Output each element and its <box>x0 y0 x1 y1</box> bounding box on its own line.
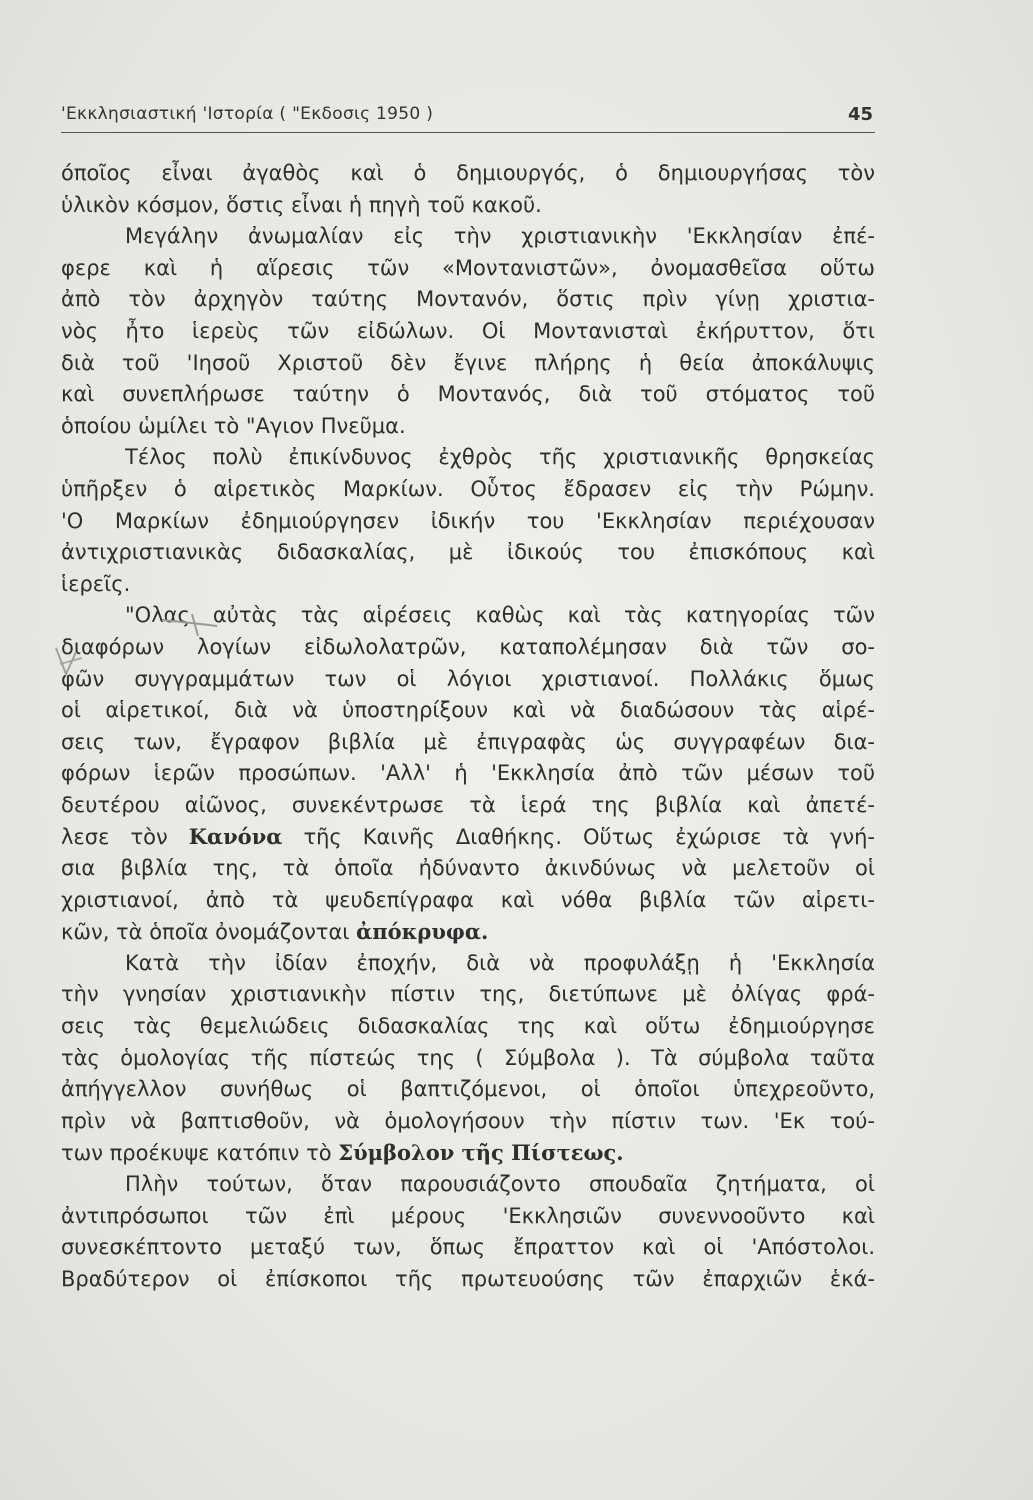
text-line: "Ολας αὐτὰς τὰς αἱρέσεις καθὼς καὶ τὰς κατηγορίας τῶν <box>125 603 875 628</box>
text-line: σεις των, ἔγραφον βιβλία μὲ ἐπιγραφὰς ὡς συγγραφέων δια- <box>61 729 875 754</box>
bold-term: Κανόνα <box>188 824 283 850</box>
line-text: των προέκυψε κατόπιν τὸ <box>61 1141 339 1166</box>
text-line: Μεγάλην ἀνωμαλίαν εἰς τὴν χριστιανικὴν 'Εκκλησίαν ἐπέ- <box>125 224 875 249</box>
text-line <box>61 916 875 948</box>
text-line: 'Ο Μαρκίων ἐδημιούργησεν ἰδικήν του 'Εκκλησίαν περιέχουσαν <box>61 508 875 533</box>
text-line: διαφόρων λογίων εἰδωλολατρῶν, καταπολέμησαν διὰ τῶν σο- <box>61 634 875 659</box>
line-text: κῶν, τὰ ὁποῖα ὀνομάζονται <box>61 920 357 945</box>
text-line: φερε καὶ ἡ αἵρεσις τῶν «Μοντανιστῶν», ὀνομασθεῖσα οὕτω <box>61 255 875 280</box>
text-line: πρὶν νὰ βαπτισθοῦν, νὰ ὁμολογήσουν τὴν πίστιν των. 'Εκ τού- <box>61 1108 875 1133</box>
text-line: τὰς ὁμολογίας τῆς πίστεώς της ( Σύμβολα ). Τὰ σύμβολα ταῦτα <box>61 1045 875 1070</box>
text-line: ὁποίου ὡμίλει τὸ "Αγιον Πνεῦμα. <box>61 413 406 438</box>
bold-term: ἀπόκρυφα. <box>356 919 489 945</box>
page-header <box>61 100 875 133</box>
text-line: χριστιανοί, ἀπὸ τὰ ψευδεπίγραφα καὶ νόθα βιβλία τῶν αἱρετι- <box>61 887 875 912</box>
body-text <box>61 158 875 1295</box>
page-number: 45 <box>847 104 873 125</box>
text-line: τὴν γνησίαν χριστιανικὴν πίστιν της, διετύπωνε μὲ ὀλίγας φρά- <box>61 982 875 1007</box>
text-line: ὑλικὸν κόσμον, ὅστις εἶναι ἡ πηγὴ τοῦ κακοῦ. <box>61 192 542 217</box>
text-line: καὶ συνεπλήρωσε ταύτην ὁ Μοντανός, διὰ τοῦ στόματος τοῦ <box>61 382 875 407</box>
text-line: ὑπῆρξεν ὁ αἱρετικὸς Μαρκίων. Οὗτος ἔδρασεν εἰς τὴν Ρώμην. <box>61 476 875 501</box>
bold-term: Σύμβολον τῆς Πίστεως. <box>338 1140 624 1166</box>
text-line: οἱ αἱρετικοί, διὰ νὰ ὑποστηρίξουν καὶ νὰ διαδώσουν τὰς αἱρέ- <box>61 698 875 723</box>
text-line: ἀντιπρόσωποι τῶν ἐπὶ μέρους 'Εκκλησιῶν συνεννοοῦντο καὶ <box>61 1203 875 1228</box>
text-line: συνεσκέπτοντο μεταξύ των, ὅπως ἔπραττον καὶ οἱ 'Απόστολοι. <box>61 1235 875 1260</box>
text-line: διὰ τοῦ 'Ιησοῦ Χριστοῦ δὲν ἔγινε πλήρης ἡ θεία ἀποκάλυψις <box>61 350 875 375</box>
text-line: φόρων ἱερῶν προσώπων. 'Αλλ' ἡ 'Εκκλησία ἀπὸ τῶν μέσων τοῦ <box>61 761 875 786</box>
text-line <box>61 1137 875 1169</box>
text-line: σεις τὰς θεμελιώδεις διδασκαλίας της καὶ οὕτω ἐδημιούργησε <box>61 1014 875 1039</box>
text-line: ἀπήγγελλον συνήθως οἱ βαπτιζόμενοι, οἱ ὁποῖοι ὑπεχρεοῦντο, <box>61 1077 875 1102</box>
text-line: ἱερεῖς. <box>61 571 131 596</box>
text-line: Κατὰ τὴν ἰδίαν ἐποχήν, διὰ νὰ προφυλάξῃ ἡ 'Εκκλησία <box>125 950 875 975</box>
text-line <box>61 821 875 853</box>
text-line: νὸς ἦτο ἱερεὺς τῶν εἰδώλων. Οἱ Μοντανισταὶ ἐκήρυττον, ὅτι <box>61 318 875 343</box>
text-line: φῶν συγγραμμάτων των οἱ λόγιοι χριστιανοί. Πολλάκις ὅμως <box>61 666 875 691</box>
text-line: Πλὴν τούτων, ὅταν παρουσιάζοντο σπουδαῖα ζητήματα, οἱ <box>125 1172 875 1196</box>
line-text: λεσε τὸν <box>61 825 189 850</box>
running-title: 'Εκκλησιαστική 'Ιστορία ( "Εκδοσις 1950 ) <box>61 104 434 124</box>
text-line: ἀπὸ τὸν ἀρχηγὸν ταύτης Μοντανόν, ὅστις πρὶν γίνῃ χριστια- <box>61 287 875 312</box>
text-line: σια βιβλία της, τὰ ὁποῖα ἠδύναντο ἀκινδύνως νὰ μελετοῦν οἱ <box>61 856 875 881</box>
text-line: Βραδύτερον οἱ ἐπίσκοποι τῆς πρωτευούσης τῶν ἐπαρχιῶν ἑκά- <box>61 1266 875 1291</box>
text-line: ἀντιχριστιανικὰς διδασκαλίας, μὲ ἰδικούς του ἐπισκόπους καὶ <box>61 540 875 565</box>
text-line: Τέλος πολὺ ἐπικίνδυνος ἐχθρὸς τῆς χριστιανικῆς θρησκείας <box>125 445 875 470</box>
text-line: όποῖος εἶναι ἀγαθὸς καὶ ὁ δημιουργός, ὁ δημιουργήσας τὸν <box>61 161 875 185</box>
line-text: τῆς Καινῆς Διαθήκης. Οὕτως ἐχώρισε τὰ γνή- <box>282 825 875 850</box>
text-line: δευτέρου αἰῶνος, συνεκέντρωσε τὰ ἱερά της βιβλία καὶ ἀπετέ- <box>61 792 875 817</box>
